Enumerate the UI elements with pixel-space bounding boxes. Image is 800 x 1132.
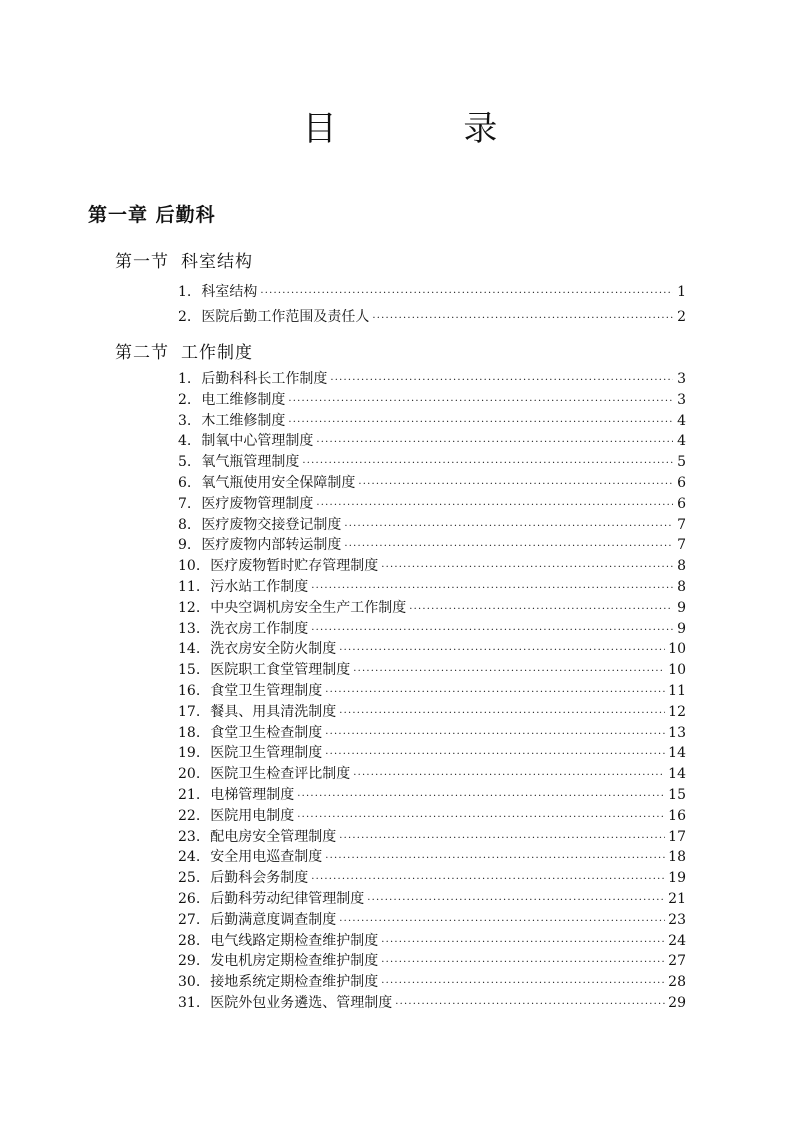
- entry-number: 20.: [178, 766, 201, 783]
- entry-title: 安全用电巡查制度: [210, 849, 323, 866]
- entry-number: 4.: [178, 433, 192, 450]
- entry-number: 22.: [178, 807, 201, 824]
- section-label: 第二节: [115, 343, 169, 363]
- entry-number: 11.: [178, 579, 201, 595]
- entry-title: 制氧中心管理制度: [201, 433, 314, 450]
- entry-page: 4: [677, 412, 686, 429]
- toc-entry[interactable]: [178, 660, 686, 681]
- chapter-heading: 第一章 后勤科: [88, 204, 216, 226]
- entry-page: 29: [668, 995, 686, 1011]
- toc-entry[interactable]: [178, 431, 686, 452]
- toc-entry[interactable]: [178, 494, 686, 515]
- dot-leader: [381, 952, 665, 973]
- entry-number: 6.: [178, 475, 192, 491]
- entry-number: 13.: [178, 620, 201, 637]
- entry-title: 医疗废物管理制度: [201, 495, 314, 512]
- entry-title: 食堂卫生管理制度: [210, 683, 323, 699]
- dot-leader: [316, 432, 673, 453]
- toc-entry[interactable]: [178, 993, 686, 1014]
- entry-number: 1.: [178, 371, 192, 387]
- toc-entry[interactable]: [178, 951, 686, 972]
- entry-page: 8: [677, 579, 686, 595]
- entry-page: 7: [677, 537, 686, 554]
- toc-entry[interactable]: [178, 369, 686, 390]
- entry-title: 电工维修制度: [201, 391, 286, 408]
- dot-leader: [381, 973, 665, 994]
- entry-page: 10: [668, 641, 686, 658]
- dot-leader: [288, 391, 673, 412]
- toc-entry[interactable]: [178, 535, 686, 556]
- toc-entry[interactable]: [178, 452, 686, 473]
- dot-leader: [297, 807, 665, 828]
- entry-title: 接地系统定期检查维护制度: [210, 974, 379, 991]
- entry-title: 医疗废物交接登记制度: [201, 516, 342, 533]
- toc-entry[interactable]: [178, 827, 686, 848]
- entry-page: 27: [668, 953, 686, 970]
- dot-leader: [339, 828, 665, 849]
- entry-number: 2.: [178, 309, 192, 325]
- entry-number: 8.: [178, 516, 192, 533]
- entry-page: 24: [668, 932, 686, 949]
- toc-entry[interactable]: [178, 931, 686, 952]
- entry-title: 科室结构: [201, 284, 258, 300]
- section-name: 科室结构: [181, 252, 253, 272]
- toc-entry[interactable]: [178, 577, 686, 598]
- toc-entry[interactable]: [178, 868, 686, 889]
- entry-title: 电气线路定期检查维护制度: [210, 932, 379, 949]
- dot-leader: [381, 932, 665, 953]
- entry-title: 氧气瓶管理制度: [201, 454, 300, 471]
- entry-number: 7.: [178, 495, 192, 512]
- entry-page: 21: [668, 891, 686, 907]
- entry-title: 医院后勤工作范围及责任人: [201, 309, 370, 325]
- dot-leader: [409, 599, 673, 620]
- dot-leader: [311, 869, 665, 890]
- entry-title: 污水站工作制度: [210, 579, 309, 595]
- entry-number: 26.: [178, 891, 201, 907]
- toc-entry[interactable]: [178, 556, 686, 577]
- toc-entry[interactable]: [178, 743, 686, 764]
- dot-leader: [325, 724, 665, 745]
- toc-entry[interactable]: [178, 910, 686, 931]
- entry-number: 12.: [178, 599, 201, 616]
- dot-leader: [353, 661, 665, 682]
- toc-entry[interactable]: [178, 889, 686, 910]
- entry-page: 23: [668, 911, 686, 928]
- dot-leader: [302, 453, 673, 474]
- section-label: 第一节: [115, 252, 169, 272]
- entry-page: 16: [668, 807, 686, 824]
- toc-entry[interactable]: [178, 702, 686, 723]
- entry-title: 后勤科劳动纪律管理制度: [210, 891, 365, 907]
- dot-leader: [358, 474, 673, 495]
- entry-title: 后勤满意度调查制度: [210, 911, 337, 928]
- toc-entry[interactable]: [178, 515, 686, 536]
- entry-page: 2: [677, 309, 686, 325]
- dot-leader: [288, 412, 673, 433]
- dot-leader: [395, 994, 665, 1015]
- toc-entry[interactable]: [178, 723, 686, 744]
- entry-number: 31.: [178, 995, 201, 1011]
- entry-page: 14: [668, 745, 686, 762]
- toc-entry[interactable]: [178, 806, 686, 827]
- entry-number: 1.: [178, 284, 192, 300]
- entry-title: 洗衣房工作制度: [210, 620, 309, 637]
- dot-leader: [339, 703, 665, 724]
- toc-entry[interactable]: [178, 681, 686, 702]
- entry-page: 12: [668, 703, 686, 720]
- toc-entry[interactable]: [178, 639, 686, 660]
- dot-leader: [316, 495, 673, 516]
- entry-number: 27.: [178, 911, 201, 928]
- dot-leader: [339, 911, 665, 932]
- dot-leader: [367, 890, 665, 911]
- entry-number: 10.: [178, 558, 201, 575]
- entry-number: 18.: [178, 724, 201, 741]
- entry-page: 17: [668, 828, 686, 845]
- entry-page: 11: [668, 683, 686, 699]
- dot-leader: [311, 620, 673, 641]
- entry-page: 18: [668, 849, 686, 866]
- entry-page: 28: [668, 974, 686, 991]
- dot-leader: [260, 283, 673, 304]
- entry-page: 14: [668, 766, 686, 783]
- entry-title: 配电房安全管理制度: [210, 828, 337, 845]
- toc-entry[interactable]: [178, 847, 686, 868]
- entry-title: 电梯管理制度: [210, 787, 295, 803]
- entry-page: 3: [677, 391, 686, 408]
- entry-title: 医院外包业务遴选、管理制度: [210, 995, 393, 1011]
- entry-page: 6: [677, 475, 686, 491]
- entry-title: 医疗废物暂时贮存管理制度: [210, 558, 379, 575]
- entry-title: 医院卫生检查评比制度: [210, 766, 351, 783]
- toc-entry[interactable]: [178, 764, 686, 785]
- toc-entry[interactable]: [178, 598, 686, 619]
- entry-title: 食堂卫生检查制度: [210, 724, 323, 741]
- dot-leader: [325, 848, 665, 869]
- entry-title: 洗衣房安全防火制度: [210, 641, 337, 658]
- dot-leader: [344, 536, 673, 557]
- entry-page: 9: [677, 599, 686, 616]
- entry-number: 25.: [178, 870, 201, 887]
- entry-page: 7: [677, 516, 686, 533]
- dot-leader: [325, 744, 665, 765]
- entry-number: 28.: [178, 932, 201, 949]
- entry-title: 医院卫生管理制度: [210, 745, 323, 762]
- section-name: 工作制度: [181, 343, 253, 363]
- entry-title: 医院用电制度: [210, 807, 295, 824]
- entry-title: 中央空调机房安全生产工作制度: [210, 599, 407, 616]
- entry-title: 后勤科科长工作制度: [201, 371, 328, 387]
- toc-entry[interactable]: [178, 785, 686, 806]
- entry-page: 1: [677, 284, 686, 300]
- entry-number: 14.: [178, 641, 201, 658]
- entry-number: 5.: [178, 454, 192, 471]
- entry-number: 19.: [178, 745, 201, 762]
- entry-number: 17.: [178, 703, 201, 720]
- entry-number: 21.: [178, 787, 201, 803]
- entry-title: 发电机房定期检查维护制度: [210, 953, 379, 970]
- entry-number: 24.: [178, 849, 201, 866]
- entry-title: 氧气瓶使用安全保障制度: [201, 475, 356, 491]
- entry-number: 29.: [178, 953, 201, 970]
- entry-title: 后勤科会务制度: [210, 870, 309, 887]
- entry-page: 8: [677, 558, 686, 575]
- dot-leader: [339, 640, 665, 661]
- entry-title: 医疗废物内部转运制度: [201, 537, 342, 554]
- entry-number: 3.: [178, 412, 192, 429]
- dot-leader: [330, 370, 673, 391]
- dot-leader: [344, 516, 673, 537]
- entry-page: 13: [668, 724, 686, 741]
- entry-title: 餐具、用具清洗制度: [210, 703, 337, 720]
- toc-entry[interactable]: [178, 307, 686, 328]
- dot-leader: [381, 557, 673, 578]
- section-heading: [115, 247, 253, 272]
- dot-leader: [325, 682, 665, 703]
- entry-page: 10: [668, 662, 686, 679]
- entry-number: 23.: [178, 828, 201, 845]
- entry-number: 30.: [178, 974, 201, 991]
- entry-page: 19: [668, 870, 686, 887]
- toc-entry[interactable]: [178, 282, 686, 303]
- entry-number: 15.: [178, 662, 201, 679]
- toc-title: 目 录: [302, 109, 556, 149]
- entry-page: 9: [677, 620, 686, 637]
- toc-entry[interactable]: [178, 473, 686, 494]
- toc-entry[interactable]: [178, 390, 686, 411]
- toc-entry[interactable]: [178, 411, 686, 432]
- entry-page: 6: [677, 495, 686, 512]
- toc-entry[interactable]: [178, 619, 686, 640]
- dot-leader: [311, 578, 673, 599]
- entry-number: 2.: [178, 391, 192, 408]
- entry-page: 15: [668, 787, 686, 803]
- entry-page: 3: [677, 371, 686, 387]
- entry-page: 5: [677, 454, 686, 471]
- entry-title: 木工维修制度: [201, 412, 286, 429]
- entry-title: 医院职工食堂管理制度: [210, 662, 351, 679]
- dot-leader: [372, 308, 673, 329]
- toc-entry[interactable]: [178, 972, 686, 993]
- entry-page: 4: [677, 433, 686, 450]
- section-heading: [115, 338, 253, 363]
- entry-number: 16.: [178, 683, 201, 699]
- entry-number: 9.: [178, 537, 192, 554]
- dot-leader: [353, 765, 665, 786]
- dot-leader: [297, 786, 665, 807]
